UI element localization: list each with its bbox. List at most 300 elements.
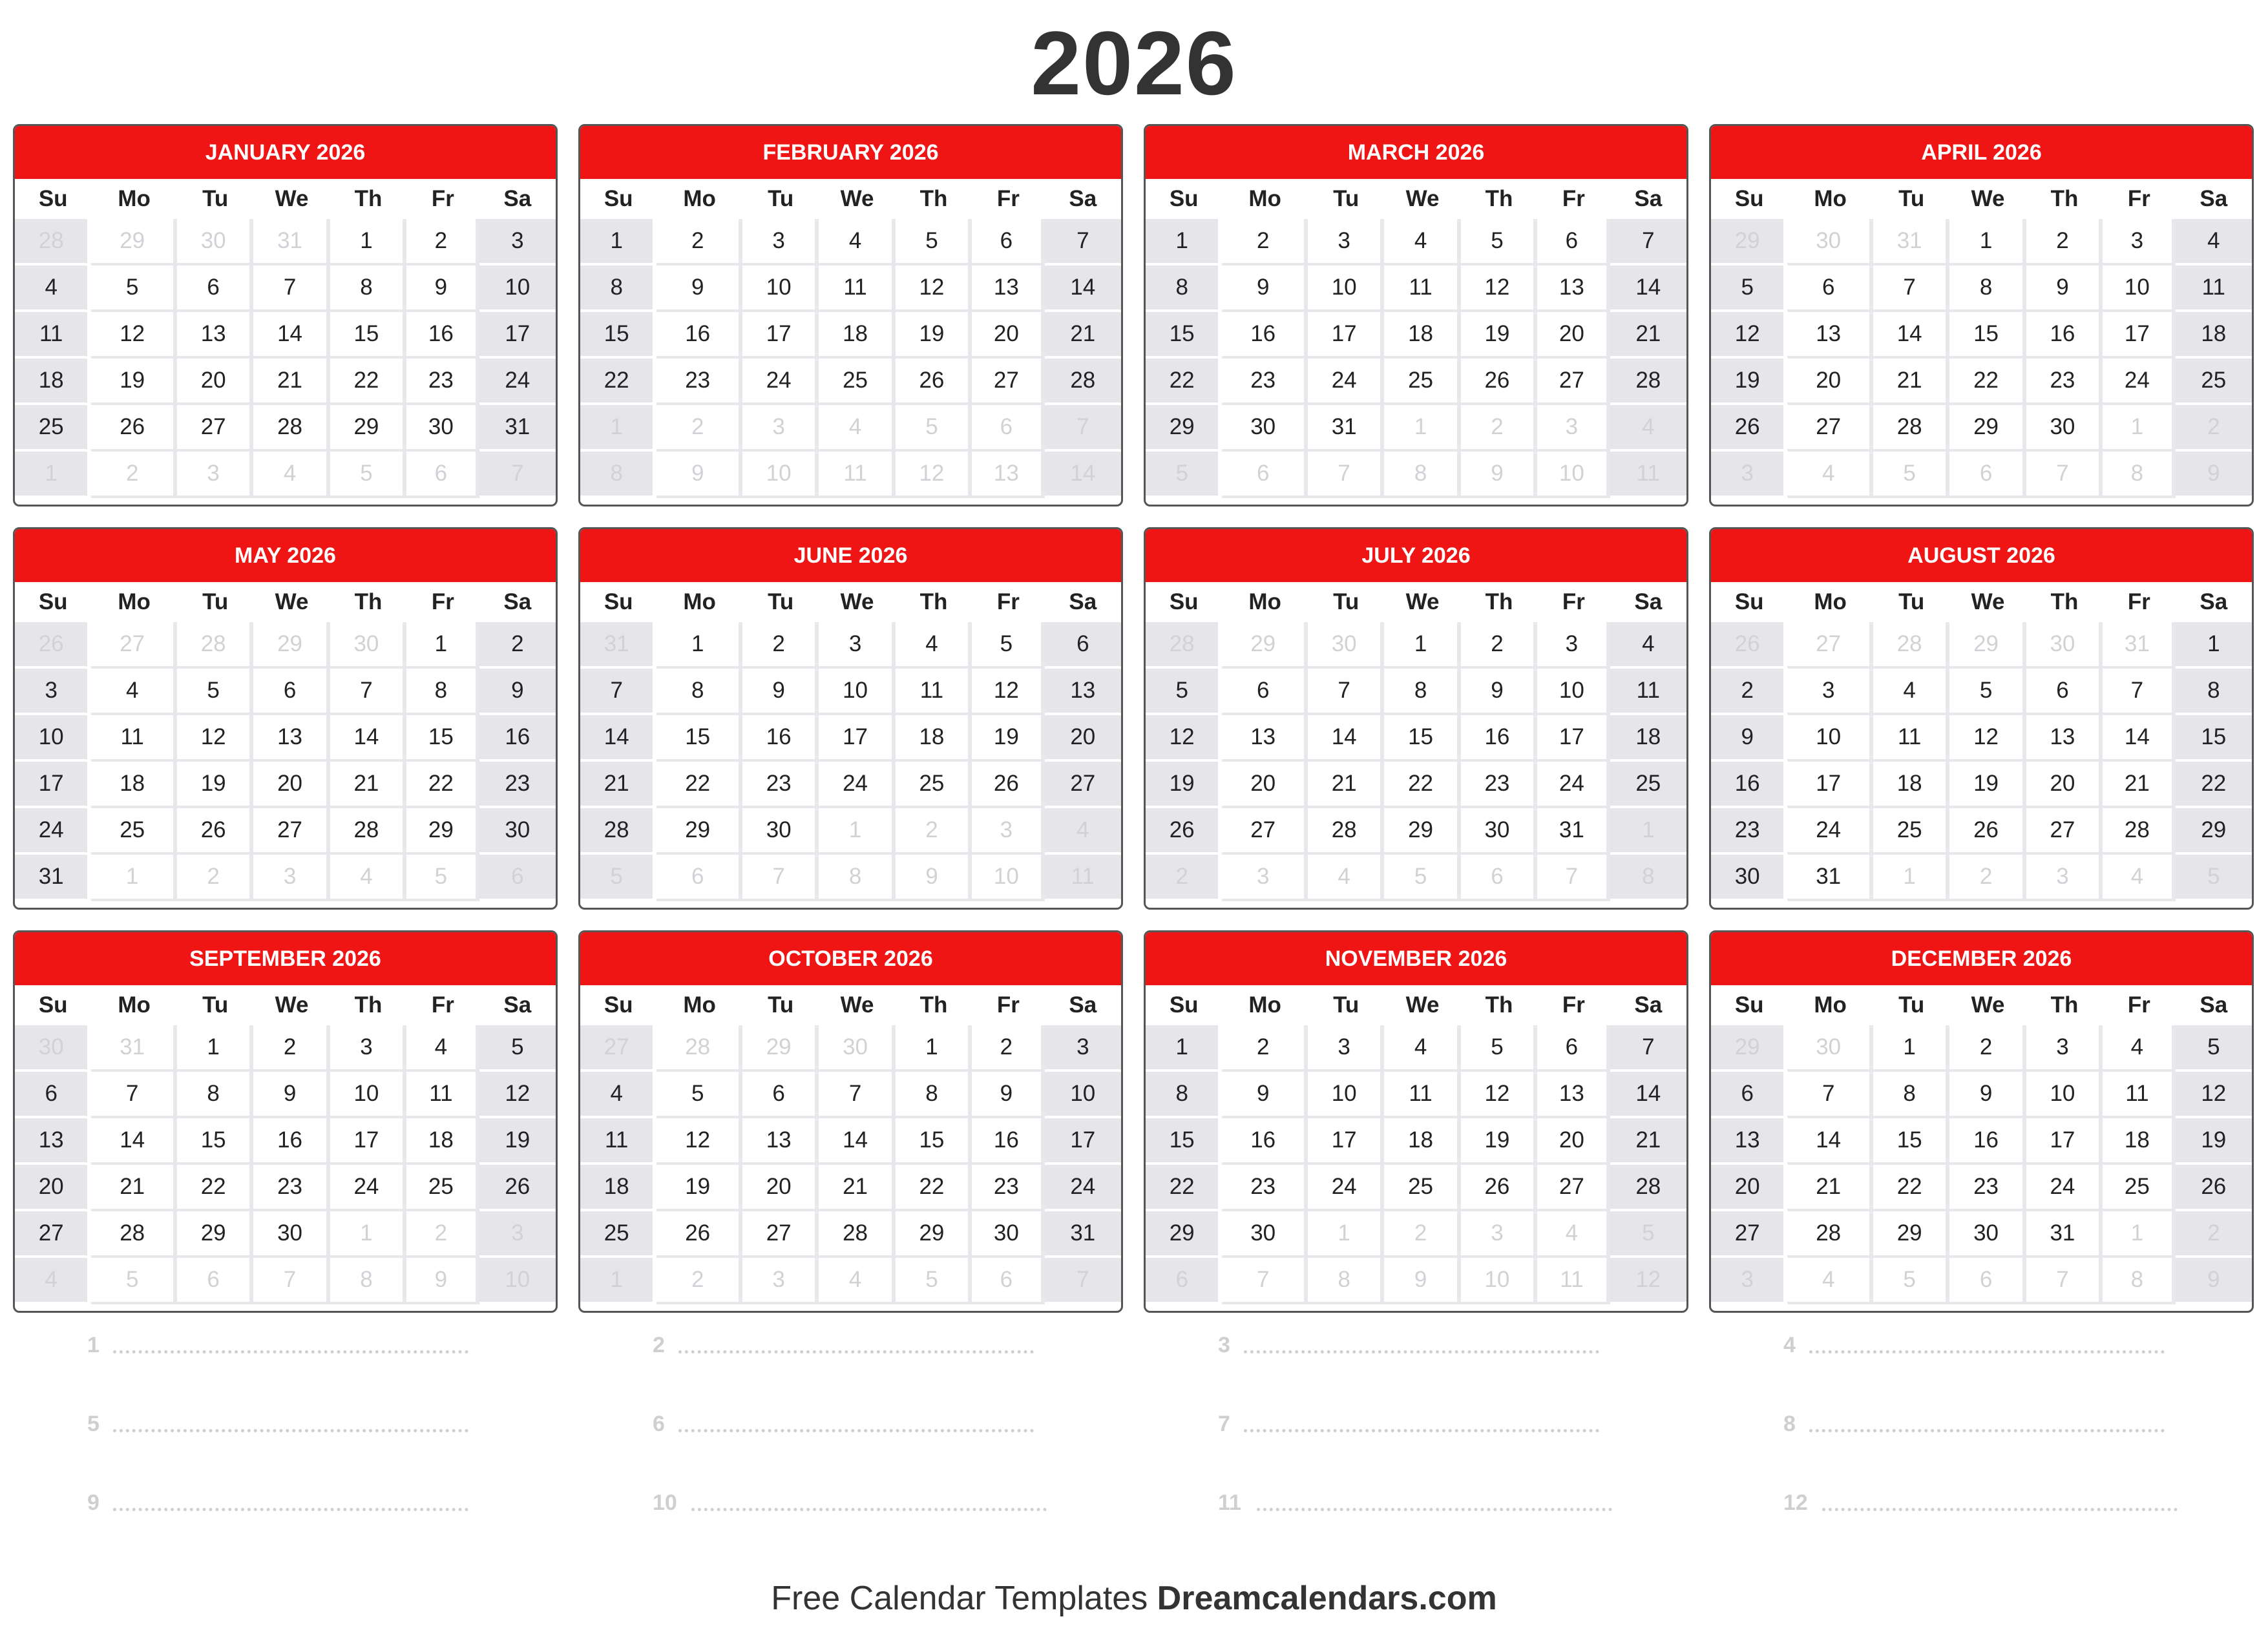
day-cell[interactable]: 3 [15, 669, 91, 715]
day-cell[interactable]: 31 [1537, 808, 1610, 855]
day-cell[interactable]: 23 [742, 762, 819, 808]
day-cell[interactable]: 7 [2026, 1258, 2103, 1304]
day-cell[interactable]: 2 [1384, 1211, 1460, 1258]
day-cell[interactable]: 9 [1711, 715, 1787, 762]
day-cell[interactable]: 10 [742, 452, 819, 498]
note-line-item[interactable] [578, 1410, 1123, 1489]
day-cell[interactable]: 29 [406, 808, 479, 855]
day-cell[interactable]: 15 [406, 715, 479, 762]
day-cell[interactable]: 3 [1045, 1025, 1121, 1072]
day-cell[interactable]: 25 [406, 1165, 479, 1211]
day-cell[interactable]: 3 [742, 219, 819, 266]
day-cell[interactable]: 6 [177, 266, 253, 312]
day-cell[interactable]: 25 [1873, 808, 1949, 855]
day-cell[interactable]: 27 [91, 622, 177, 669]
day-cell[interactable]: 26 [91, 405, 177, 452]
day-cell[interactable]: 16 [253, 1118, 330, 1165]
day-cell[interactable]: 6 [1711, 1072, 1787, 1118]
day-cell[interactable]: 31 [1873, 219, 1949, 266]
day-cell[interactable]: 24 [1537, 762, 1610, 808]
day-cell[interactable]: 7 [1537, 855, 1610, 901]
day-cell[interactable]: 27 [580, 1025, 656, 1072]
day-cell[interactable]: 16 [1222, 312, 1308, 359]
day-cell[interactable]: 14 [580, 715, 656, 762]
day-cell[interactable]: 26 [177, 808, 253, 855]
day-cell[interactable]: 12 [1461, 1072, 1537, 1118]
day-cell[interactable]: 10 [2103, 266, 2175, 312]
day-cell[interactable]: 6 [1045, 622, 1121, 669]
day-cell[interactable]: 21 [1045, 312, 1121, 359]
day-cell[interactable]: 25 [15, 405, 91, 452]
day-cell[interactable]: 13 [253, 715, 330, 762]
day-cell[interactable]: 8 [896, 1072, 972, 1118]
day-cell[interactable]: 15 [2176, 715, 2252, 762]
day-cell[interactable]: 2 [896, 808, 972, 855]
day-cell[interactable]: 4 [1787, 452, 1873, 498]
day-cell[interactable]: 5 [896, 219, 972, 266]
day-cell[interactable]: 7 [253, 266, 330, 312]
day-cell[interactable]: 20 [1045, 715, 1121, 762]
day-cell[interactable]: 20 [972, 312, 1044, 359]
day-cell[interactable]: 19 [972, 715, 1044, 762]
day-cell[interactable]: 9 [1222, 1072, 1308, 1118]
day-cell[interactable]: 16 [1711, 762, 1787, 808]
day-cell[interactable]: 6 [656, 855, 742, 901]
day-cell[interactable]: 2 [91, 452, 177, 498]
day-cell[interactable]: 4 [406, 1025, 479, 1072]
day-cell[interactable]: 4 [330, 855, 406, 901]
day-cell[interactable]: 1 [1384, 622, 1460, 669]
day-cell[interactable]: 1 [580, 219, 656, 266]
day-cell[interactable]: 12 [177, 715, 253, 762]
day-cell[interactable]: 5 [2176, 1025, 2252, 1072]
day-cell[interactable]: 4 [1384, 219, 1460, 266]
day-cell[interactable]: 10 [1461, 1258, 1537, 1304]
day-cell[interactable]: 29 [1146, 405, 1222, 452]
day-cell[interactable]: 6 [1787, 266, 1873, 312]
day-cell[interactable]: 10 [479, 1258, 556, 1304]
day-cell[interactable]: 19 [896, 312, 972, 359]
note-line-item[interactable] [1144, 1489, 1688, 1567]
day-cell[interactable]: 4 [819, 405, 895, 452]
day-cell[interactable]: 19 [1711, 359, 1787, 405]
day-cell[interactable]: 12 [1711, 312, 1787, 359]
day-cell[interactable]: 1 [1146, 219, 1222, 266]
day-cell[interactable]: 27 [1787, 622, 1873, 669]
day-cell[interactable]: 7 [819, 1072, 895, 1118]
day-cell[interactable]: 22 [2176, 762, 2252, 808]
day-cell[interactable]: 1 [2103, 1211, 2175, 1258]
day-cell[interactable]: 21 [2103, 762, 2175, 808]
day-cell[interactable]: 29 [1711, 219, 1787, 266]
day-cell[interactable]: 7 [742, 855, 819, 901]
day-cell[interactable]: 2 [2176, 405, 2252, 452]
day-cell[interactable]: 8 [1384, 669, 1460, 715]
day-cell[interactable]: 6 [177, 1258, 253, 1304]
day-cell[interactable]: 31 [2103, 622, 2175, 669]
day-cell[interactable]: 8 [656, 669, 742, 715]
day-cell[interactable]: 24 [742, 359, 819, 405]
day-cell[interactable]: 14 [1610, 266, 1686, 312]
day-cell[interactable]: 30 [1308, 622, 1384, 669]
day-cell[interactable]: 1 [1949, 219, 2026, 266]
day-cell[interactable]: 8 [406, 669, 479, 715]
day-cell[interactable]: 1 [1384, 405, 1460, 452]
day-cell[interactable]: 10 [479, 266, 556, 312]
day-cell[interactable]: 30 [177, 219, 253, 266]
day-cell[interactable]: 5 [91, 1258, 177, 1304]
day-cell[interactable]: 15 [1146, 312, 1222, 359]
day-cell[interactable]: 9 [972, 1072, 1044, 1118]
day-cell[interactable]: 20 [253, 762, 330, 808]
day-cell[interactable]: 1 [1873, 1025, 1949, 1072]
day-cell[interactable]: 6 [1146, 1258, 1222, 1304]
day-cell[interactable]: 13 [742, 1118, 819, 1165]
day-cell[interactable]: 30 [2026, 622, 2103, 669]
day-cell[interactable]: 18 [1610, 715, 1686, 762]
day-cell[interactable]: 23 [2026, 359, 2103, 405]
day-cell[interactable]: 13 [15, 1118, 91, 1165]
day-cell[interactable]: 31 [2026, 1211, 2103, 1258]
day-cell[interactable]: 30 [1787, 219, 1873, 266]
day-cell[interactable]: 3 [479, 1211, 556, 1258]
day-cell[interactable]: 29 [177, 1211, 253, 1258]
day-cell[interactable]: 4 [2103, 855, 2175, 901]
day-cell[interactable]: 7 [253, 1258, 330, 1304]
day-cell[interactable]: 19 [479, 1118, 556, 1165]
day-cell[interactable]: 20 [15, 1165, 91, 1211]
day-cell[interactable]: 16 [406, 312, 479, 359]
day-cell[interactable]: 29 [330, 405, 406, 452]
day-cell[interactable]: 29 [896, 1211, 972, 1258]
day-cell[interactable]: 18 [819, 312, 895, 359]
day-cell[interactable]: 31 [15, 855, 91, 901]
day-cell[interactable]: 15 [580, 312, 656, 359]
day-cell[interactable]: 21 [1308, 762, 1384, 808]
day-cell[interactable]: 17 [15, 762, 91, 808]
day-cell[interactable]: 5 [1610, 1211, 1686, 1258]
day-cell[interactable]: 22 [330, 359, 406, 405]
day-cell[interactable]: 1 [1610, 808, 1686, 855]
day-cell[interactable]: 2 [2026, 219, 2103, 266]
day-cell[interactable]: 2 [1222, 219, 1308, 266]
day-cell[interactable]: 9 [406, 266, 479, 312]
day-cell[interactable]: 1 [2176, 622, 2252, 669]
day-cell[interactable]: 27 [1537, 359, 1610, 405]
day-cell[interactable]: 28 [1045, 359, 1121, 405]
day-cell[interactable]: 23 [1711, 808, 1787, 855]
day-cell[interactable]: 28 [253, 405, 330, 452]
day-cell[interactable]: 17 [330, 1118, 406, 1165]
day-cell[interactable]: 24 [330, 1165, 406, 1211]
day-cell[interactable]: 14 [253, 312, 330, 359]
day-cell[interactable]: 3 [1711, 1258, 1787, 1304]
day-cell[interactable]: 13 [972, 452, 1044, 498]
day-cell[interactable]: 30 [742, 808, 819, 855]
day-cell[interactable]: 19 [1461, 1118, 1537, 1165]
day-cell[interactable]: 22 [896, 1165, 972, 1211]
day-cell[interactable]: 21 [580, 762, 656, 808]
day-cell[interactable]: 30 [1787, 1025, 1873, 1072]
day-cell[interactable]: 28 [1610, 1165, 1686, 1211]
day-cell[interactable]: 27 [253, 808, 330, 855]
day-cell[interactable]: 8 [2176, 669, 2252, 715]
day-cell[interactable]: 27 [177, 405, 253, 452]
day-cell[interactable]: 26 [15, 622, 91, 669]
day-cell[interactable]: 21 [1787, 1165, 1873, 1211]
day-cell[interactable]: 28 [1308, 808, 1384, 855]
day-cell[interactable]: 17 [1045, 1118, 1121, 1165]
day-cell[interactable]: 20 [742, 1165, 819, 1211]
day-cell[interactable]: 5 [1873, 452, 1949, 498]
day-cell[interactable]: 5 [91, 266, 177, 312]
day-cell[interactable]: 31 [479, 405, 556, 452]
day-cell[interactable]: 8 [177, 1072, 253, 1118]
day-cell[interactable]: 1 [580, 405, 656, 452]
day-cell[interactable]: 26 [1949, 808, 2026, 855]
day-cell[interactable]: 24 [15, 808, 91, 855]
day-cell[interactable]: 18 [91, 762, 177, 808]
day-cell[interactable]: 6 [1222, 669, 1308, 715]
day-cell[interactable]: 14 [1045, 266, 1121, 312]
day-cell[interactable]: 4 [1384, 1025, 1460, 1072]
day-cell[interactable]: 23 [253, 1165, 330, 1211]
day-cell[interactable]: 5 [406, 855, 479, 901]
day-cell[interactable]: 3 [479, 219, 556, 266]
day-cell[interactable]: 2 [1949, 855, 2026, 901]
day-cell[interactable]: 3 [1537, 622, 1610, 669]
day-cell[interactable]: 1 [896, 1025, 972, 1072]
day-cell[interactable]: 16 [1461, 715, 1537, 762]
day-cell[interactable]: 31 [253, 219, 330, 266]
day-cell[interactable]: 27 [972, 359, 1044, 405]
day-cell[interactable]: 10 [1537, 452, 1610, 498]
day-cell[interactable]: 2 [656, 405, 742, 452]
day-cell[interactable]: 1 [656, 622, 742, 669]
day-cell[interactable]: 4 [1537, 1211, 1610, 1258]
day-cell[interactable]: 16 [479, 715, 556, 762]
day-cell[interactable]: 11 [2176, 266, 2252, 312]
day-cell[interactable]: 2 [656, 219, 742, 266]
day-cell[interactable]: 11 [580, 1118, 656, 1165]
day-cell[interactable]: 11 [406, 1072, 479, 1118]
day-cell[interactable]: 5 [896, 405, 972, 452]
day-cell[interactable]: 22 [580, 359, 656, 405]
day-cell[interactable]: 31 [1787, 855, 1873, 901]
day-cell[interactable]: 30 [972, 1211, 1044, 1258]
day-cell[interactable]: 13 [972, 266, 1044, 312]
day-cell[interactable]: 29 [1146, 1211, 1222, 1258]
day-cell[interactable]: 24 [479, 359, 556, 405]
day-cell[interactable]: 27 [742, 1211, 819, 1258]
day-cell[interactable]: 24 [819, 762, 895, 808]
day-cell[interactable]: 27 [1537, 1165, 1610, 1211]
day-cell[interactable]: 12 [479, 1072, 556, 1118]
day-cell[interactable]: 4 [1610, 405, 1686, 452]
day-cell[interactable]: 6 [2026, 669, 2103, 715]
day-cell[interactable]: 4 [15, 266, 91, 312]
day-cell[interactable]: 5 [1146, 452, 1222, 498]
day-cell[interactable]: 24 [2103, 359, 2175, 405]
day-cell[interactable]: 24 [1787, 808, 1873, 855]
day-cell[interactable]: 10 [1308, 1072, 1384, 1118]
day-cell[interactable]: 28 [1873, 405, 1949, 452]
day-cell[interactable]: 5 [896, 1258, 972, 1304]
day-cell[interactable]: 28 [177, 622, 253, 669]
day-cell[interactable]: 2 [2176, 1211, 2252, 1258]
day-cell[interactable]: 11 [1610, 669, 1686, 715]
day-cell[interactable]: 1 [1308, 1211, 1384, 1258]
day-cell[interactable]: 10 [15, 715, 91, 762]
day-cell[interactable]: 24 [1045, 1165, 1121, 1211]
day-cell[interactable]: 31 [91, 1025, 177, 1072]
day-cell[interactable]: 24 [1308, 359, 1384, 405]
day-cell[interactable]: 18 [15, 359, 91, 405]
day-cell[interactable]: 27 [1045, 762, 1121, 808]
day-cell[interactable]: 7 [1308, 452, 1384, 498]
day-cell[interactable]: 16 [742, 715, 819, 762]
day-cell[interactable]: 2 [1949, 1025, 2026, 1072]
day-cell[interactable]: 21 [330, 762, 406, 808]
day-cell[interactable]: 26 [972, 762, 1044, 808]
day-cell[interactable]: 17 [2103, 312, 2175, 359]
day-cell[interactable]: 27 [1711, 1211, 1787, 1258]
day-cell[interactable]: 1 [406, 622, 479, 669]
day-cell[interactable]: 21 [1610, 312, 1686, 359]
day-cell[interactable]: 23 [406, 359, 479, 405]
day-cell[interactable]: 25 [896, 762, 972, 808]
day-cell[interactable]: 22 [1146, 359, 1222, 405]
day-cell[interactable]: 31 [1308, 405, 1384, 452]
day-cell[interactable]: 29 [1384, 808, 1460, 855]
day-cell[interactable]: 6 [1222, 452, 1308, 498]
day-cell[interactable]: 18 [1384, 312, 1460, 359]
day-cell[interactable]: 12 [2176, 1072, 2252, 1118]
day-cell[interactable]: 7 [1045, 405, 1121, 452]
day-cell[interactable]: 2 [742, 622, 819, 669]
day-cell[interactable]: 6 [1537, 219, 1610, 266]
day-cell[interactable]: 30 [479, 808, 556, 855]
day-cell[interactable]: 3 [819, 622, 895, 669]
day-cell[interactable]: 23 [479, 762, 556, 808]
day-cell[interactable]: 8 [330, 266, 406, 312]
day-cell[interactable]: 21 [91, 1165, 177, 1211]
day-cell[interactable]: 30 [253, 1211, 330, 1258]
day-cell[interactable]: 30 [1222, 405, 1308, 452]
day-cell[interactable]: 7 [2103, 669, 2175, 715]
day-cell[interactable]: 25 [2103, 1165, 2175, 1211]
day-cell[interactable]: 13 [1537, 266, 1610, 312]
day-cell[interactable]: 23 [972, 1165, 1044, 1211]
day-cell[interactable]: 7 [1610, 1025, 1686, 1072]
note-line-item[interactable] [1709, 1331, 2254, 1410]
note-line-item[interactable] [1709, 1410, 2254, 1489]
day-cell[interactable]: 12 [1610, 1258, 1686, 1304]
day-cell[interactable]: 6 [742, 1072, 819, 1118]
day-cell[interactable]: 10 [972, 855, 1044, 901]
day-cell[interactable]: 1 [330, 1211, 406, 1258]
day-cell[interactable]: 14 [2103, 715, 2175, 762]
day-cell[interactable]: 5 [479, 1025, 556, 1072]
day-cell[interactable]: 27 [15, 1211, 91, 1258]
day-cell[interactable]: 30 [406, 405, 479, 452]
day-cell[interactable]: 3 [330, 1025, 406, 1072]
day-cell[interactable]: 20 [177, 359, 253, 405]
day-cell[interactable]: 26 [1711, 622, 1787, 669]
day-cell[interactable]: 3 [1711, 452, 1787, 498]
day-cell[interactable]: 20 [1711, 1165, 1787, 1211]
day-cell[interactable]: 29 [1873, 1211, 1949, 1258]
day-cell[interactable]: 9 [253, 1072, 330, 1118]
day-cell[interactable]: 5 [1384, 855, 1460, 901]
day-cell[interactable]: 7 [1308, 669, 1384, 715]
day-cell[interactable]: 7 [1222, 1258, 1308, 1304]
day-cell[interactable]: 4 [896, 622, 972, 669]
day-cell[interactable]: 25 [1384, 359, 1460, 405]
note-line-item[interactable] [13, 1331, 558, 1410]
day-cell[interactable]: 22 [1384, 762, 1460, 808]
day-cell[interactable]: 19 [656, 1165, 742, 1211]
day-cell[interactable]: 19 [177, 762, 253, 808]
day-cell[interactable]: 30 [1949, 1211, 2026, 1258]
day-cell[interactable]: 16 [1949, 1118, 2026, 1165]
day-cell[interactable]: 15 [896, 1118, 972, 1165]
day-cell[interactable]: 9 [742, 669, 819, 715]
day-cell[interactable]: 15 [656, 715, 742, 762]
day-cell[interactable]: 29 [1222, 622, 1308, 669]
day-cell[interactable]: 28 [580, 808, 656, 855]
day-cell[interactable]: 9 [656, 266, 742, 312]
day-cell[interactable]: 3 [2103, 219, 2175, 266]
day-cell[interactable]: 4 [819, 1258, 895, 1304]
day-cell[interactable]: 11 [15, 312, 91, 359]
day-cell[interactable]: 7 [479, 452, 556, 498]
day-cell[interactable]: 6 [972, 1258, 1044, 1304]
day-cell[interactable]: 28 [819, 1211, 895, 1258]
day-cell[interactable]: 15 [1949, 312, 2026, 359]
day-cell[interactable]: 10 [1045, 1072, 1121, 1118]
day-cell[interactable]: 9 [1222, 266, 1308, 312]
day-cell[interactable]: 21 [1873, 359, 1949, 405]
day-cell[interactable]: 6 [1949, 452, 2026, 498]
day-cell[interactable]: 29 [1711, 1025, 1787, 1072]
day-cell[interactable]: 9 [1461, 452, 1537, 498]
day-cell[interactable]: 2 [479, 622, 556, 669]
day-cell[interactable]: 12 [1461, 266, 1537, 312]
day-cell[interactable]: 11 [1610, 452, 1686, 498]
day-cell[interactable]: 4 [253, 452, 330, 498]
day-cell[interactable]: 26 [896, 359, 972, 405]
day-cell[interactable]: 28 [1787, 1211, 1873, 1258]
day-cell[interactable]: 27 [1222, 808, 1308, 855]
day-cell[interactable]: 17 [1537, 715, 1610, 762]
day-cell[interactable]: 9 [406, 1258, 479, 1304]
day-cell[interactable]: 19 [1146, 762, 1222, 808]
day-cell[interactable]: 2 [1222, 1025, 1308, 1072]
day-cell[interactable]: 27 [1787, 405, 1873, 452]
day-cell[interactable]: 31 [1045, 1211, 1121, 1258]
day-cell[interactable]: 7 [580, 669, 656, 715]
day-cell[interactable]: 4 [91, 669, 177, 715]
day-cell[interactable]: 7 [1873, 266, 1949, 312]
day-cell[interactable]: 28 [1873, 622, 1949, 669]
day-cell[interactable]: 28 [2103, 808, 2175, 855]
day-cell[interactable]: 10 [1308, 266, 1384, 312]
day-cell[interactable]: 18 [1384, 1118, 1460, 1165]
day-cell[interactable]: 23 [1461, 762, 1537, 808]
day-cell[interactable]: 20 [1787, 359, 1873, 405]
day-cell[interactable]: 5 [1461, 219, 1537, 266]
